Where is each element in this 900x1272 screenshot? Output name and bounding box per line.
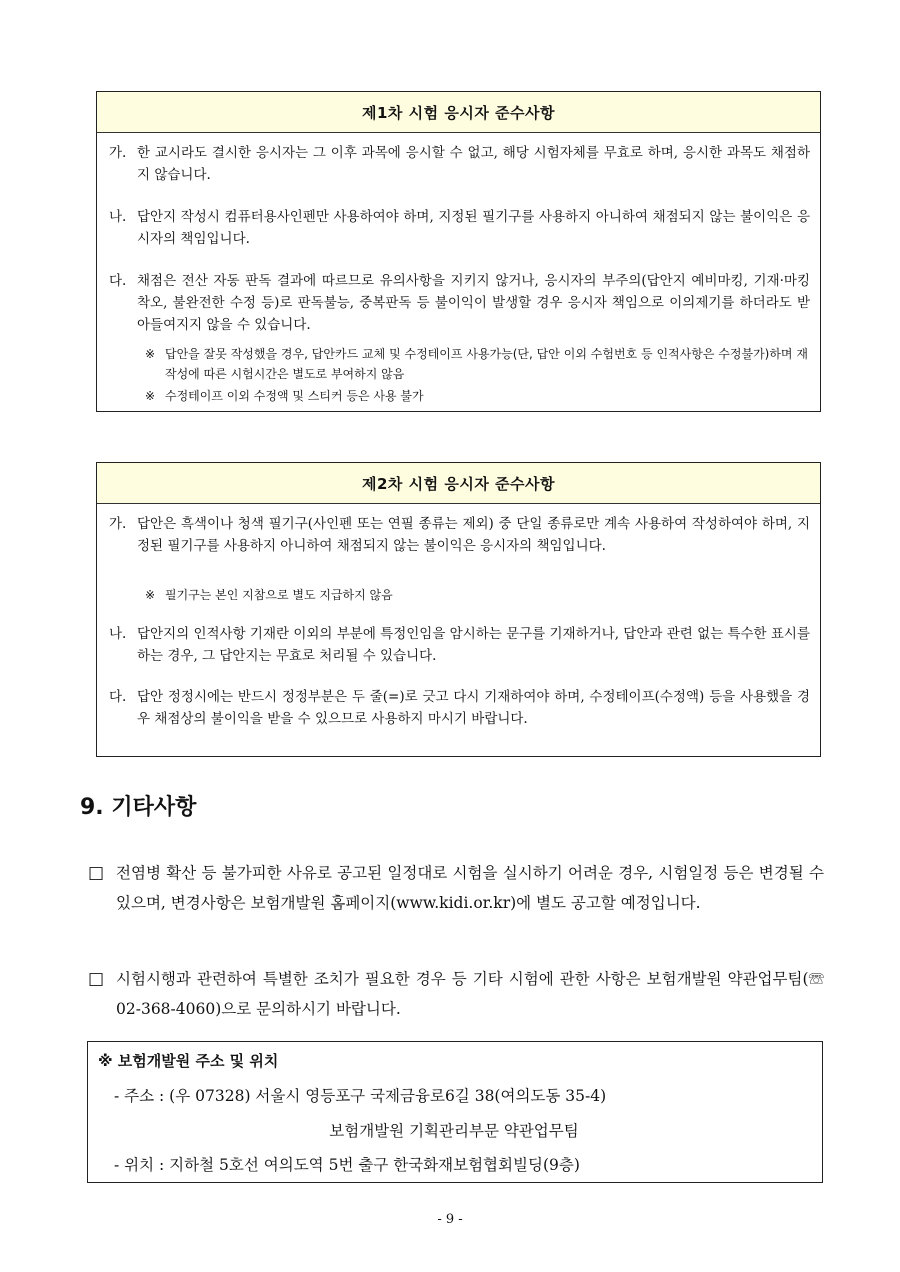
- notice-paragraph-schedule: [88, 858, 824, 918]
- note-text: 필기구는 본인 지참으로 별도 지급하지 않음: [165, 588, 393, 602]
- item-text: 한 교시라도 결시한 응시자는 그 이후 과목에 응시할 수 없고, 해당 시험자체를 무효로 하며, 응시한 과목도 채점하지 않습니다.: [137, 145, 810, 183]
- note-text: 수정테이프 이외 수정액 및 스티커 등은 사용 불가: [165, 389, 424, 403]
- address-line: - 주소 : (우 07328) 서울시 영등포구 국제금융로6길 38(여의도동 35-4): [114, 1087, 607, 1105]
- item-marker: 다.: [109, 689, 127, 705]
- exam1-rules-box: [96, 91, 821, 412]
- checkbox-square-icon: □: [88, 863, 105, 883]
- location-line: - 위치 : 지하철 5호선 여의도역 5번 출구 한국화재보험협회빌딩(9층): [114, 1156, 580, 1174]
- paragraph-text: 전염병 확산 등 불가피한 사유로 공고된 일정대로 시험을 실시하기 어려운 경우, 시험일정 등은 변경될 수 있으며, 변경사항은 보험개발원 홈페이지(www.kidi.or.kr)에 별도 공고할 예정입니다.: [116, 864, 824, 912]
- exam1-note-correction: [145, 344, 808, 384]
- checkbox-square-icon: □: [88, 969, 105, 989]
- address-heading: ※ 보험개발원 주소 및 위치: [98, 1052, 279, 1070]
- exam2-rule-c: [109, 686, 810, 730]
- item-text: 채점은 전산 자동 판독 결과에 따르므로 유의사항을 지키지 않거나, 응시자의 부주의(답안지 예비마킹, 기재·마킹 착오, 불완전한 수정 등)로 판독불능, 중복판독 등 불이익이 발생할 경우 응시자 책임으로 이의제기를 하더라도 받아들여지지 않을 수 있습니다.: [137, 273, 810, 333]
- paragraph-text: 시험시행과 관련하여 특별한 조치가 필요한 경우 등 기타 시험에 관한 사항은 보험개발원 약관업무팀(☏ 02-368-4060)으로 문의하시기 바랍니다.: [116, 970, 824, 1018]
- item-marker: 가.: [109, 145, 127, 161]
- exam2-note-pen: [145, 585, 808, 605]
- note-marker: ※: [145, 347, 156, 361]
- exam2-rule-b: [109, 623, 810, 667]
- exam1-note-tape: [145, 386, 808, 406]
- item-marker: 나.: [109, 626, 127, 642]
- exam1-rule-c: [109, 270, 810, 336]
- exam1-rules-title: 제1차 시험 응시자 준수사항: [97, 92, 820, 133]
- page-number: - 9 -: [437, 1212, 463, 1227]
- exam1-rule-b: [109, 206, 810, 250]
- item-text: 답안지 작성시 컴퓨터용사인펜만 사용하여야 하며, 지정된 필기구를 사용하지 아니하여 채점되지 않는 불이익은 응시자의 책임입니다.: [137, 209, 810, 247]
- item-marker: 다.: [109, 273, 127, 289]
- note-marker: ※: [145, 588, 156, 602]
- item-marker: 가.: [109, 516, 127, 532]
- exam2-rule-a: [109, 513, 810, 557]
- section-title: 9. 기타사항: [80, 795, 197, 820]
- address-box: [87, 1041, 823, 1183]
- address-department: 보험개발원 기획관리부문 약관업무팀: [329, 1122, 579, 1140]
- item-marker: 나.: [109, 209, 127, 225]
- notice-paragraph-contact: [88, 964, 824, 1024]
- item-text: 답안 정정시에는 반드시 정정부분은 두 줄(=)로 긋고 다시 기재하여야 하며, 수정테이프(수정액) 등을 사용했을 경우 채점상의 불이익을 받을 수 있으므로 사용하지 마시기 바랍니다.: [137, 689, 810, 727]
- exam1-rule-a: [109, 142, 810, 186]
- note-marker: ※: [145, 389, 156, 403]
- item-text: 답안은 흑색이나 청색 필기구(사인펜 또는 연필 종류는 제외) 중 단일 종류로만 계속 사용하여 작성하여야 하며, 지정된 필기구를 사용하지 아니하여 채점되지 않는 불이익은 응시자의 책임입니다.: [137, 516, 810, 554]
- item-text: 답안지의 인적사항 기재란 이외의 부분에 특정인임을 암시하는 문구를 기재하거나, 답안과 관련 없는 특수한 표시를 하는 경우, 그 답안지는 무효로 처리될 수 있습니다.: [137, 626, 811, 664]
- exam2-rules-box: [96, 462, 821, 757]
- exam2-rules-title: 제2차 시험 응시자 준수사항: [97, 463, 820, 504]
- note-text: 답안을 잘못 작성했을 경우, 답안카드 교체 및 수정테이프 사용가능(단, 답안 이외 수험번호 등 인적사항은 수정불가)하며 재작성에 따른 시험시간은 별도로 부여하지 않음: [165, 347, 808, 381]
